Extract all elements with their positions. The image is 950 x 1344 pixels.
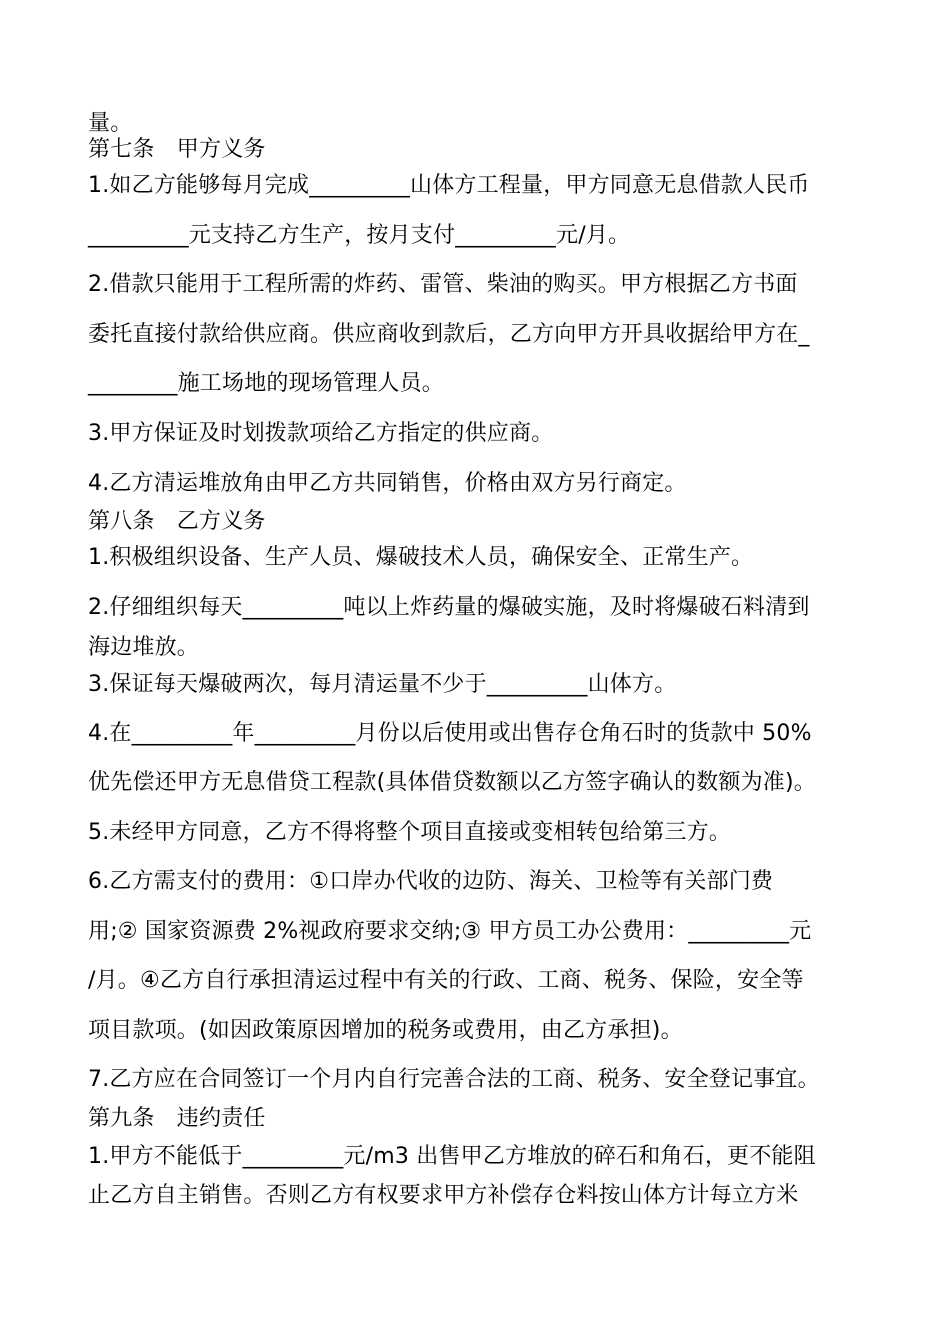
paragraph-line: 2.借款只能用于工程所需的炸药、雷管、柴油的购买。甲方根据乙方书面: [88, 272, 798, 297]
paragraph-line: 1.积极组织设备、生产人员、爆破技术人员，确保安全、正常生产。: [88, 545, 754, 570]
section-heading-7: 第七条 甲方义务: [88, 137, 266, 162]
paragraph-line: 3.保证每天爆破两次，每月清运量不少于_________山体方。: [88, 672, 677, 697]
paragraph-line: 5.未经甲方同意，乙方不得将整个项目直接或变相转包给第三方。: [88, 820, 731, 845]
paragraph-line: 4.乙方清运堆放角由甲乙方共同销售，价格由双方另行商定。: [88, 471, 687, 496]
paragraph-line: 用;② 国家资源费 2%视政府要求交纳;③ 甲方员工办公费用：_________元: [88, 919, 812, 944]
paragraph-line: 止乙方自主销售。否则乙方有权要求甲方补偿存仓料按山体方计每立方米: [88, 1183, 799, 1208]
paragraph-line: _________元支持乙方生产，按月支付_________元/月。: [88, 223, 631, 248]
paragraph-line: 1.甲方不能低于_________元/m3 出售甲乙方堆放的碎石和角石，更不能阻: [88, 1144, 816, 1169]
section-heading-9: 第九条 违约责任: [88, 1106, 266, 1131]
paragraph-line: 量。: [88, 111, 133, 136]
section-heading-8: 第八条 乙方义务: [88, 509, 266, 534]
paragraph-line: 1.如乙方能够每月完成_________山体方工程量，甲方同意无息借款人民币: [88, 173, 810, 198]
paragraph-line: /月。④乙方自行承担清运过程中有关的行政、工商、税务、保险，安全等: [88, 968, 804, 993]
paragraph-line: 委托直接付款给供应商。供应商收到款后，乙方向甲方开具收据给甲方在_: [88, 322, 810, 347]
paragraph-line: 7.乙方应在合同签订一个月内自行完善合法的工商、税务、安全登记事宜。: [88, 1067, 820, 1092]
paragraph-line: 4.在_________年_________月份以后使用或出售存仓角石时的货款中 50%: [88, 721, 812, 746]
paragraph-line: 海边堆放。: [88, 635, 200, 660]
paragraph-line: 项目款项。(如因政策原因增加的税务或费用，由乙方承担)。: [88, 1018, 683, 1043]
paragraph-line: 优先偿还甲方无息借贷工程款(具体借贷数额以乙方签字确认的数额为准)。: [88, 770, 816, 795]
paragraph-line: 3.甲方保证及时划拨款项给乙方指定的供应商。: [88, 421, 554, 446]
paragraph-line: 6.乙方需支付的费用：①口岸办代收的边防、海关、卫检等有关部门费: [88, 869, 774, 894]
paragraph-line: 2.仔细组织每天_________吨以上炸药量的爆破实施，及时将爆破石料清到: [88, 595, 810, 620]
paragraph-line: ________施工场地的现场管理人员。: [88, 371, 445, 396]
